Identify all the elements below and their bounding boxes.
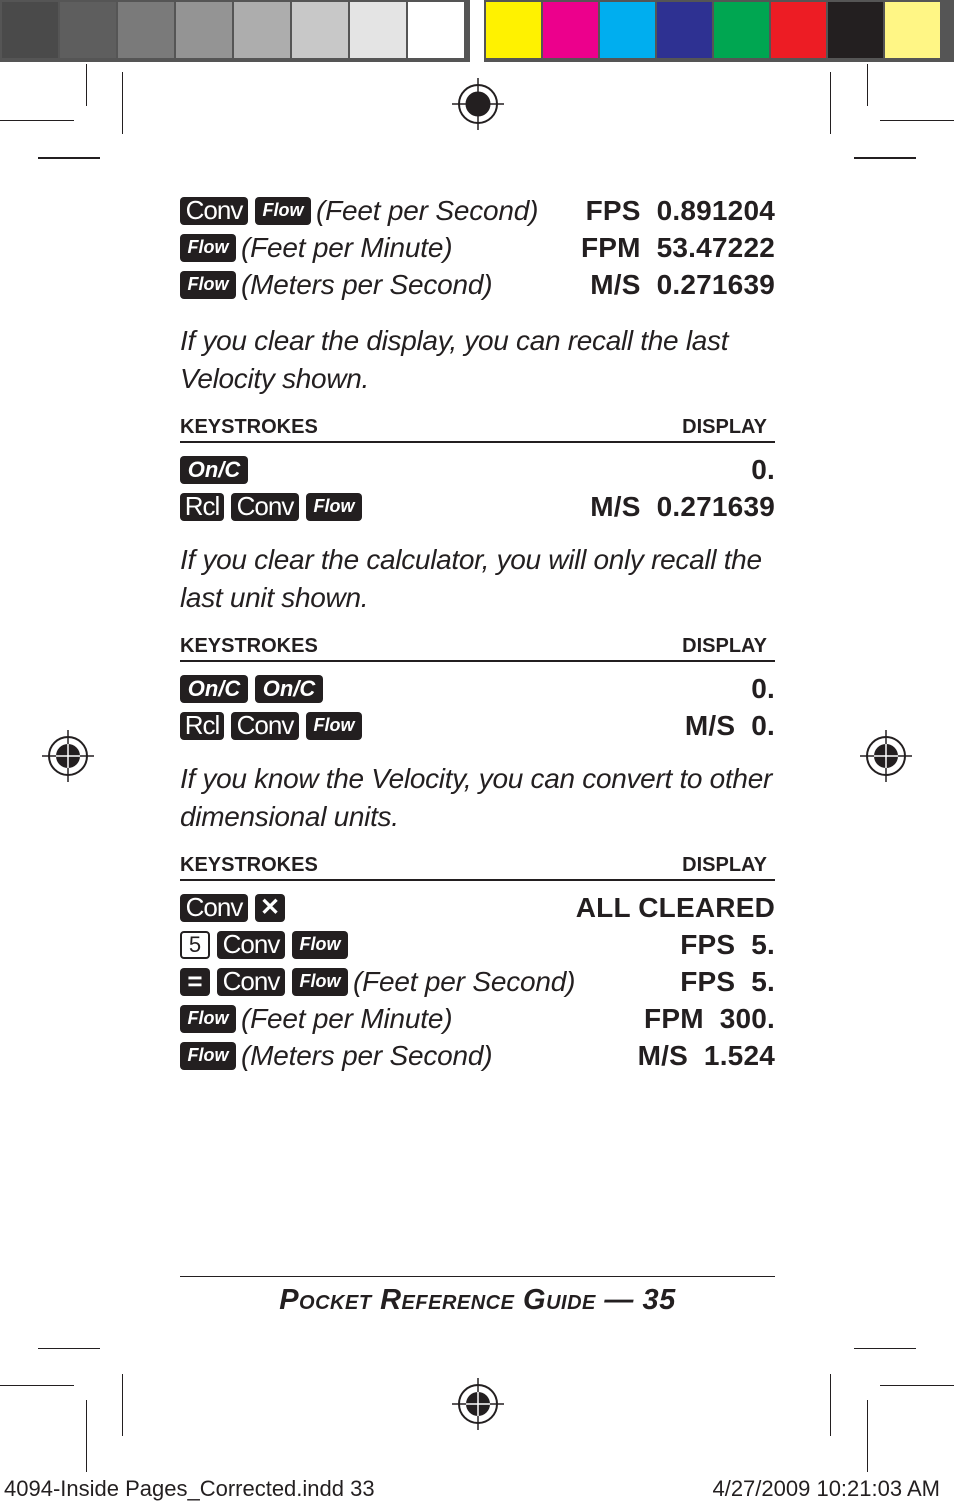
- crop-mark: [122, 72, 123, 134]
- footer-title: Pocket Reference Guide: [279, 1284, 596, 1316]
- keystroke-row: [180, 229, 775, 266]
- instruction-paragraph: If you clear the calculator, you will only recall the last unit shown.: [180, 544, 762, 613]
- display-value: M/S 1.524: [637, 1039, 775, 1071]
- display-header: DISPLAY: [682, 854, 767, 876]
- crop-mark: [867, 64, 868, 106]
- page-number: 35: [642, 1284, 676, 1316]
- crop-mark: [880, 1385, 954, 1386]
- grayscale-color-bar: [0, 0, 470, 62]
- keystrokes-header: KEYSTROKES: [180, 416, 318, 438]
- color-swatch: [118, 2, 174, 58]
- unit-label: (Feet per Minute): [241, 231, 453, 263]
- crop-mark: [830, 72, 831, 134]
- conversion-block-1: [180, 192, 775, 303]
- keystroke-row: [180, 707, 775, 744]
- flow-key: Flow: [180, 234, 236, 262]
- keystroke-row: [180, 889, 775, 926]
- color-swatch: [600, 2, 655, 58]
- registration-mark-icon: [452, 1378, 504, 1430]
- keystroke-row: [180, 963, 775, 1000]
- slug-filename: 4094-Inside Pages_Corrected.indd 33: [4, 1476, 375, 1501]
- color-swatch: [60, 2, 116, 58]
- color-swatch: [885, 2, 940, 58]
- display-header: DISPLAY: [682, 635, 767, 657]
- display-header: DISPLAY: [682, 416, 767, 438]
- color-swatch: [292, 2, 348, 58]
- instruction-paragraph: If you clear the display, you can recall the last Velocity shown.: [180, 325, 729, 394]
- keystroke-row: [180, 192, 775, 229]
- flow-key: Flow: [180, 271, 236, 299]
- unit-label: (Feet per Second): [316, 194, 539, 226]
- flow-key: Flow: [180, 1042, 236, 1070]
- slug-timestamp: 4/27/2009 10:21:03 AM: [712, 1476, 940, 1501]
- display-value: FPS 0.891204: [585, 194, 775, 226]
- keystroke-table: [180, 635, 775, 744]
- crop-mark: [38, 157, 100, 159]
- crop-mark: [854, 157, 916, 159]
- color-swatch: [350, 2, 406, 58]
- unit-label: (Feet per Minute): [241, 1002, 453, 1034]
- table-header: [180, 635, 775, 662]
- display-value: FPM 53.47222: [580, 231, 775, 263]
- crop-mark: [38, 1348, 100, 1349]
- keystroke-row: [180, 451, 775, 488]
- display-value: 0.: [751, 672, 775, 704]
- color-swatch: [714, 2, 769, 58]
- keystroke-row: [180, 670, 775, 707]
- keystroke-row: [180, 488, 775, 525]
- rcl-key: Rcl: [180, 712, 224, 740]
- flow-key: Flow: [292, 931, 348, 959]
- rcl-key: Rcl: [180, 493, 224, 521]
- flow-key: Flow: [292, 968, 348, 996]
- crop-mark: [880, 120, 954, 121]
- keystroke-row: [180, 266, 775, 303]
- keystroke-table: [180, 416, 775, 525]
- registration-mark-icon: [452, 78, 504, 130]
- unit-label: (Meters per Second): [241, 1039, 493, 1071]
- unit-label: (Meters per Second): [241, 268, 493, 300]
- on-clear-key: On/C: [255, 675, 323, 703]
- conv-key: Conv: [180, 197, 248, 225]
- color-swatch: [2, 2, 58, 58]
- display-value: FPM 300.: [644, 1002, 775, 1034]
- registration-mark-icon: [860, 730, 912, 782]
- multiply-key: ✕: [255, 894, 285, 922]
- crop-mark: [122, 1374, 123, 1436]
- crop-mark: [86, 64, 87, 106]
- on-clear-key: On/C: [180, 456, 248, 484]
- crop-mark: [854, 1348, 916, 1349]
- table-header: [180, 416, 775, 443]
- process-color-bar: [484, 0, 954, 62]
- footer-rule: [180, 1276, 775, 1277]
- keystroke-row: [180, 926, 775, 963]
- registration-mark-icon: [42, 730, 94, 782]
- keystrokes-header: KEYSTROKES: [180, 854, 318, 876]
- crop-mark: [830, 1374, 831, 1436]
- display-value: 0.: [751, 453, 775, 485]
- color-swatch: [771, 2, 826, 58]
- page-footer: [180, 1284, 775, 1317]
- color-swatch: [828, 2, 883, 58]
- display-value: M/S 0.: [684, 709, 775, 741]
- color-swatch: [543, 2, 598, 58]
- crop-mark: [86, 1400, 87, 1472]
- conv-key: Conv: [231, 712, 299, 740]
- crop-mark: [0, 120, 74, 121]
- display-value: ALL CLEARED: [575, 891, 775, 923]
- color-swatch: [408, 2, 464, 58]
- display-value: FPS 5.: [680, 928, 775, 960]
- display-value: M/S 0.271639: [590, 268, 775, 300]
- color-swatch: [234, 2, 290, 58]
- conv-key: Conv: [217, 931, 285, 959]
- color-swatch: [486, 2, 541, 58]
- crop-mark: [0, 1385, 74, 1386]
- unit-label: (Feet per Second): [353, 965, 576, 997]
- footer-separator: —: [595, 1284, 643, 1316]
- flow-key: Flow: [255, 197, 311, 225]
- flow-key: Flow: [306, 493, 362, 521]
- conv-key: Conv: [180, 894, 248, 922]
- keystroke-row: [180, 1037, 775, 1074]
- on-clear-key: On/C: [180, 675, 248, 703]
- color-swatch: [657, 2, 712, 58]
- display-value: M/S 0.271639: [590, 490, 775, 522]
- five-key: 5: [180, 931, 210, 959]
- equals-key: =: [180, 968, 210, 996]
- display-value: FPS 5.: [680, 965, 775, 997]
- keystroke-row: [180, 1000, 775, 1037]
- flow-key: Flow: [306, 712, 362, 740]
- keystrokes-header: KEYSTROKES: [180, 635, 318, 657]
- keystroke-table: [180, 854, 775, 1074]
- crop-mark: [867, 1400, 868, 1472]
- instruction-paragraph: If you know the Velocity, you can convert to other dimensional units.: [180, 763, 772, 832]
- table-header: [180, 854, 775, 881]
- color-swatch: [176, 2, 232, 58]
- conv-key: Conv: [231, 493, 299, 521]
- flow-key: Flow: [180, 1005, 236, 1033]
- conv-key: Conv: [217, 968, 285, 996]
